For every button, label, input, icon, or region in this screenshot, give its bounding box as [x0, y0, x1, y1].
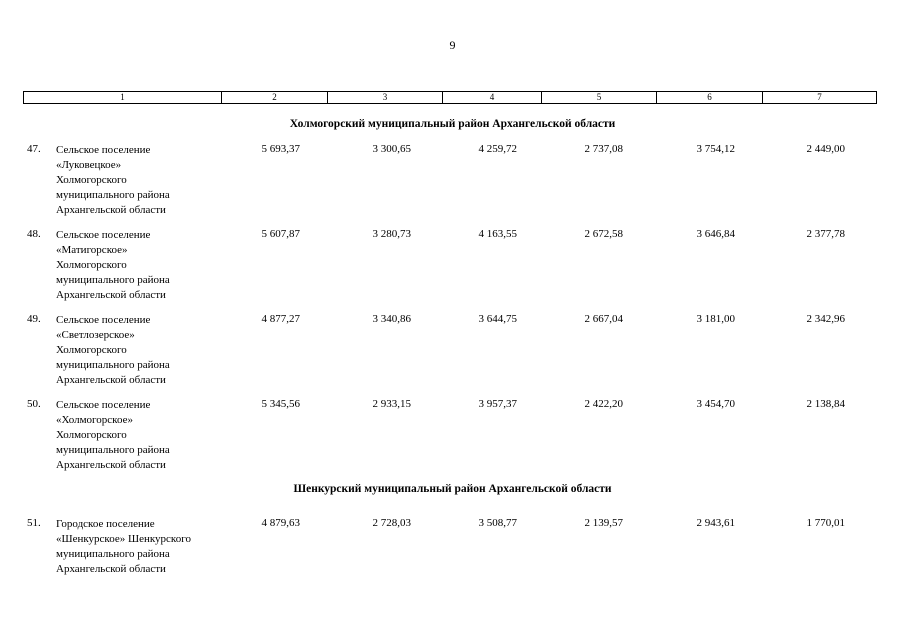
value-col-4: 3 644,75: [478, 313, 517, 325]
value-col-3: 2 933,15: [372, 398, 411, 410]
value-col-7: 2 449,00: [806, 143, 845, 155]
column-number-header: [23, 91, 877, 104]
header-col-7: 7: [763, 92, 877, 104]
settlement-name: Сельское поселение «Матигорское» Холмогорского муниципального района Архангельской области: [56, 229, 170, 301]
value-col-2: 4 877,27: [261, 313, 300, 325]
header-col-3: 3: [328, 92, 443, 104]
value-col-4: 3 957,37: [478, 398, 517, 410]
value-col-7: 1 770,01: [806, 517, 845, 529]
value-col-5: 2 139,57: [584, 517, 623, 529]
value-col-6: 3 454,70: [696, 398, 735, 410]
value-col-3: 3 280,73: [372, 228, 411, 240]
settlement-name: Сельское поселение «Светлозерское» Холмогорского муниципального района Архангельской области: [56, 314, 170, 386]
settlement-name: Сельское поселение «Луковецкое» Холмогорского муниципального района Архангельской области: [56, 144, 170, 216]
value-col-2: 5 345,56: [261, 398, 300, 410]
value-col-2: 5 693,37: [261, 143, 300, 155]
value-col-7: 2 377,78: [806, 228, 845, 240]
value-col-5: 2 737,08: [584, 143, 623, 155]
header-col-4: 4: [443, 92, 542, 104]
value-col-4: 4 163,55: [478, 228, 517, 240]
value-col-6: 3 181,00: [696, 313, 735, 325]
row-number: 47.: [27, 143, 41, 155]
value-col-3: 2 728,03: [372, 517, 411, 529]
value-col-3: 3 340,86: [372, 313, 411, 325]
header-col-6: 6: [657, 92, 763, 104]
value-col-5: 2 422,20: [584, 398, 623, 410]
header-col-1: 1: [24, 92, 222, 104]
section-title: Шенкурский муниципальный район Архангельской области: [293, 483, 612, 495]
header-col-2: 2: [222, 92, 328, 104]
value-col-2: 4 879,63: [261, 517, 300, 529]
value-col-7: 2 342,96: [806, 313, 845, 325]
value-col-6: 3 646,84: [696, 228, 735, 240]
value-col-6: 2 943,61: [696, 517, 735, 529]
settlement-name: Сельское поселение «Холмогорское» Холмогорского муниципального района Архангельской области: [56, 399, 170, 471]
value-col-4: 3 508,77: [478, 517, 517, 529]
value-col-7: 2 138,84: [806, 398, 845, 410]
value-col-3: 3 300,65: [372, 143, 411, 155]
value-col-6: 3 754,12: [696, 143, 735, 155]
row-number: 50.: [27, 398, 41, 410]
header-col-5: 5: [542, 92, 657, 104]
section-title: Холмогорский муниципальный район Архангельской области: [289, 118, 616, 130]
settlement-name: Городское поселение «Шенкурское» Шенкурского муниципального района Архангельской области: [56, 518, 191, 575]
value-col-5: 2 667,04: [584, 313, 623, 325]
row-number: 51.: [27, 517, 41, 529]
value-col-4: 4 259,72: [478, 143, 517, 155]
value-col-5: 2 672,58: [584, 228, 623, 240]
value-col-2: 5 607,87: [261, 228, 300, 240]
row-number: 49.: [27, 313, 41, 325]
page-number: 9: [449, 38, 456, 52]
row-number: 48.: [27, 228, 41, 240]
